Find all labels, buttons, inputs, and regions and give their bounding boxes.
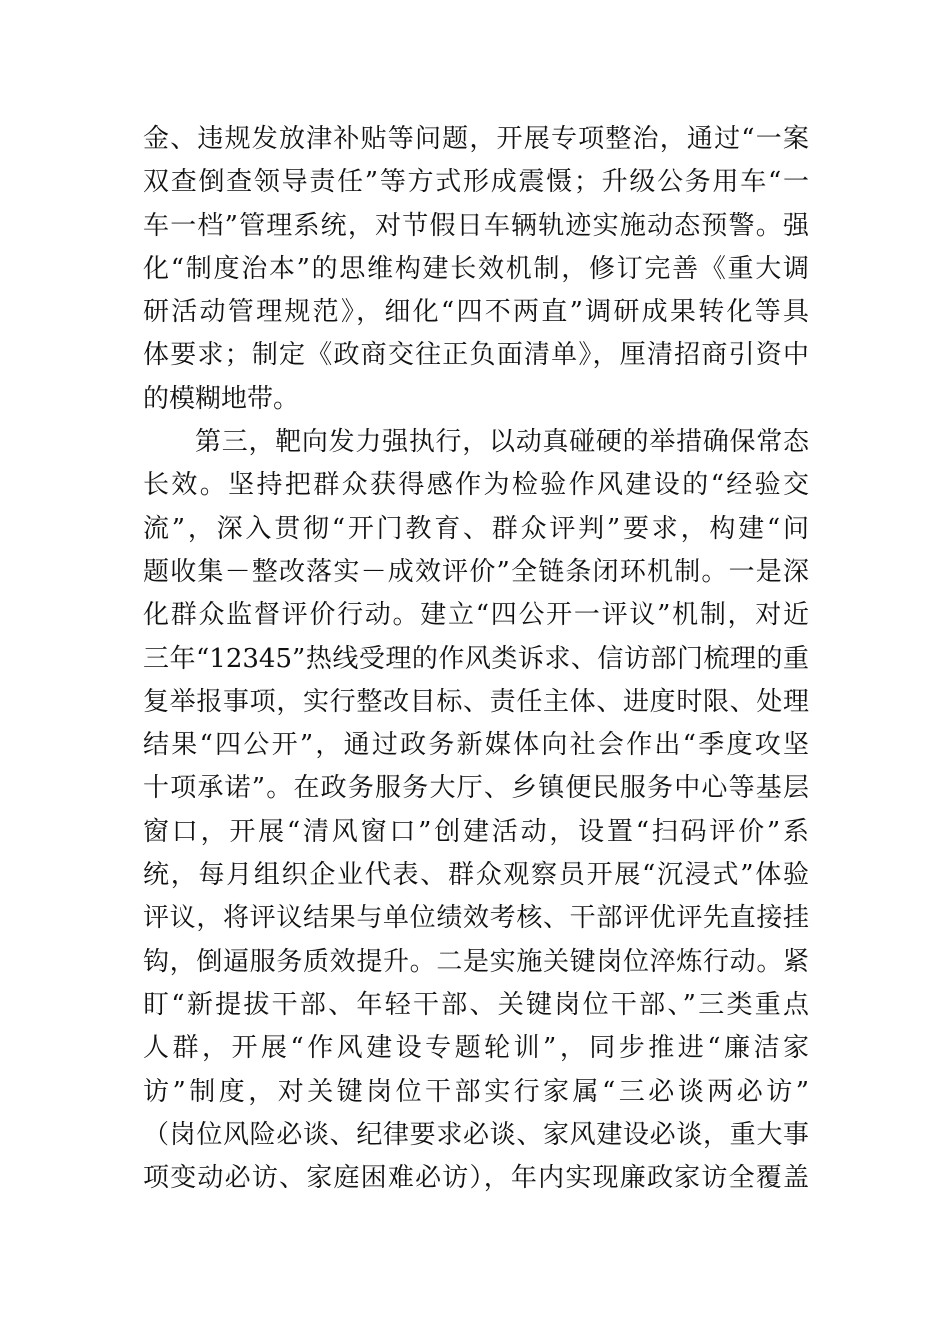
text-line: 评议，将评议结果与单位绩效考核、干部评优评先直接挂 (143, 903, 809, 934)
text-line: 研活动管理规范》，细化“四不两直”调研成果转化等具 (143, 297, 809, 328)
body-text (143, 118, 809, 1200)
text-line: 流”，深入贯彻“开门教育、群众评判”要求，构建“问 (143, 513, 809, 544)
text-line: 十项承诺”。在政务服务大厅、乡镇便民服务中心等基层 (143, 773, 809, 804)
text-line: 车一档”管理系统，对节假日车辆轨迹实施动态预警。强 (143, 210, 809, 241)
text-line: 窗口，开展“清风窗口”创建活动，设置“扫码评价”系 (143, 816, 809, 847)
text-line: 化“制度治本”的思维构建长效机制，修订完善《重大调 (143, 253, 809, 284)
text-line: 人群，开展“作风建设专题轮训”，同步推进“廉洁家 (143, 1033, 809, 1064)
text-line: 体要求；制定《政商交往正负面清单》，厘清招商引资中 (143, 340, 809, 371)
text-line: 化群众监督评价行动。建立“四公开一评议”机制，对近 (143, 600, 809, 631)
text-line: 复举报事项，实行整改目标、责任主体、进度时限、处理 (143, 686, 809, 717)
text-line: 题收集－整改落实－成效评价”全链条闭环机制。一是深 (143, 556, 809, 587)
text-line: 统，每月组织企业代表、群众观察员开展“沉浸式”体验 (143, 860, 809, 891)
text-line: 金、违规发放津补贴等问题，开展专项整治，通过“一案 (143, 124, 809, 154)
text-line: 长效。坚持把群众获得感作为检验作风建设的“经验交 (143, 470, 809, 501)
text-line: 的模糊地带。 (143, 383, 300, 414)
text-line: 结果“四公开”，通过政务新媒体向社会作出“季度攻坚 (143, 730, 809, 761)
text-line: 访”制度，对关键岗位干部实行家属“三必谈两必访” (143, 1076, 809, 1107)
text-line: 双查倒查领导责任”等方式形成震慑；升级公务用车“一 (143, 167, 809, 198)
text-line: 项变动必访、家庭困难必访），年内实现廉政家访全覆盖 (143, 1163, 809, 1194)
text-line: 钩，倒逼服务质效提升。二是实施关键岗位淬炼行动。紧 (143, 946, 809, 977)
text-line: （岗位风险必谈、纪律要求必谈、家风建设必谈，重大事 (143, 1119, 809, 1150)
text-line: 三年“12345”热线受理的作风类诉求、信访部门梳理的重 (143, 643, 809, 674)
paragraph-first-line: 第三，靶向发力强执行，以动真碰硬的举措确保常态 (195, 427, 809, 458)
text-line: 盯“新提拔干部、年轻干部、关键岗位干部、”三类重点 (143, 989, 809, 1020)
